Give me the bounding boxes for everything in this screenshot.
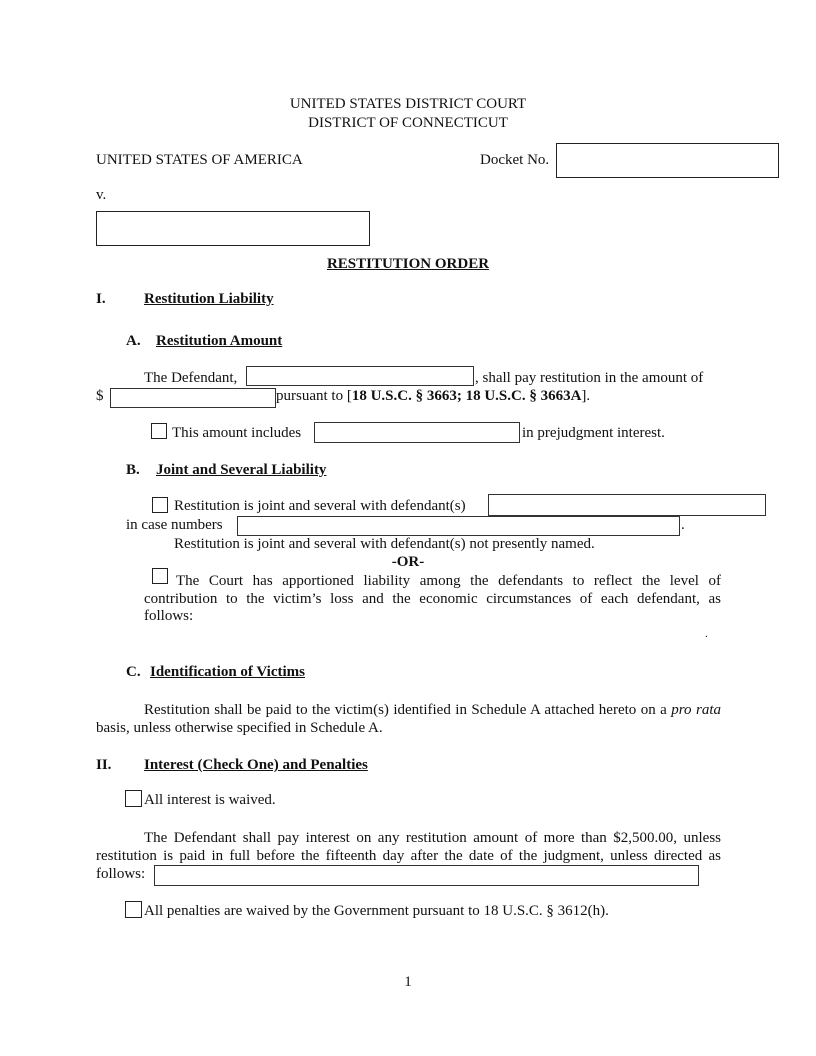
case-numbers-period: . [681, 517, 685, 533]
subsection-b-heading: Joint and Several Liability [156, 462, 327, 478]
restitution-amount-text: , shall pay restitution in the amount of [475, 370, 704, 386]
pursuant-text: pursuant to [18 U.S.C. § 3663; 18 U.S.C. § 3663A]. [276, 388, 591, 404]
interest-waived-checkbox[interactable] [125, 790, 142, 807]
docket-label: Docket No. [480, 152, 550, 168]
restitution-amount-field[interactable] [110, 388, 276, 408]
victims-paragraph: Restitution shall be paid to the victim(s) identified in Schedule A attached hereto on a pro rata basis, unless otherwise specified in Schedule A. [96, 702, 721, 736]
case-numbers-field[interactable] [237, 516, 680, 536]
versus-label: v. [96, 187, 107, 203]
defendant-name-field[interactable] [96, 211, 370, 246]
section-1-heading: Restitution Liability [144, 291, 274, 307]
subsection-b-label: B. [126, 462, 140, 478]
interest-waived-label: All interest is waived. [144, 792, 276, 808]
penalties-waived-label: All penalties are waived by the Government pursuant to 18 U.S.C. § 3612(h). [144, 903, 609, 919]
joint-several-checkbox[interactable] [152, 497, 168, 513]
apportioned-line-3: follows: [144, 608, 194, 624]
statute-citation: 18 U.S.C. § 3663; 18 U.S.C. § 3663A [351, 388, 582, 404]
page-number: 1 [404, 974, 412, 990]
trailing-dot: . [705, 628, 708, 640]
section-1-number: I. [96, 291, 106, 307]
interest-line-1: The Defendant shall pay interest on any restitution amount of more than $2,500.00, unless [144, 830, 721, 846]
interest-line-2: restitution is paid in full before the fifteenth day after the date of the judgment, unless directed as [96, 848, 721, 864]
or-separator: -OR- [391, 554, 425, 570]
subsection-c-label: C. [126, 664, 141, 680]
page-title: RESTITUTION ORDER [326, 256, 490, 272]
subsection-a-heading: Restitution Amount [156, 333, 283, 349]
subsection-c-heading: Identification of Victims [150, 664, 305, 680]
penalties-waived-checkbox[interactable] [125, 901, 142, 918]
court-name: UNITED STATES DISTRICT COURT [289, 96, 527, 112]
includes-post-text: in prejudgment interest. [522, 425, 665, 441]
apportioned-checkbox[interactable] [152, 568, 168, 584]
docket-number-field[interactable] [556, 143, 779, 178]
joint-defendants-field[interactable] [488, 494, 766, 516]
subsection-a-label: A. [126, 333, 141, 349]
section-2-number: II. [96, 757, 112, 773]
interest-line-3: follows: [96, 866, 146, 882]
defendant-label: The Defendant, [144, 370, 238, 386]
plaintiff-name: UNITED STATES OF AMERICA [96, 152, 303, 168]
district-name: DISTRICT OF CONNECTICUT [308, 115, 508, 131]
apportioned-line-2: contribution to the victim’s loss and the economic circumstances of each defendant, as [144, 591, 721, 607]
not-named-text: Restitution is joint and several with defendant(s) not presently named. [174, 536, 595, 552]
includes-label: This amount includes [172, 425, 302, 441]
prejudgment-interest-checkbox[interactable] [151, 423, 167, 439]
case-numbers-label: in case numbers [126, 517, 223, 533]
restitution-defendant-field[interactable] [246, 366, 474, 386]
interest-directed-field[interactable] [154, 865, 699, 886]
dollar-sign: $ [96, 388, 104, 404]
joint-several-label: Restitution is joint and several with defendant(s) [174, 498, 466, 514]
prejudgment-interest-field[interactable] [314, 422, 520, 443]
section-2-heading: Interest (Check One) and Penalties [144, 757, 368, 773]
apportioned-line-1: The Court has apportioned liability among the defendants to reflect the level of [176, 573, 721, 589]
